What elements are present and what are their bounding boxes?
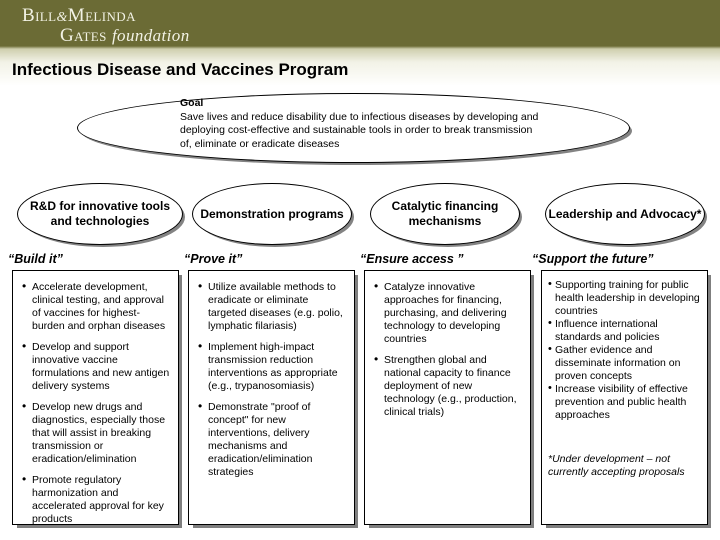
bullet-list-demonstration (189, 271, 354, 479)
pillar-oval-catalytic-financing[interactable] (370, 183, 520, 245)
pillar-oval-rd-label: R&D for innovative tools and technologies (29, 199, 170, 228)
list-item: • Influence international standards and policies (548, 318, 702, 344)
pillar-quote-ensure-access: “Ensure access ” (360, 252, 464, 266)
bullet-list-leadership-advocacy (542, 271, 707, 422)
list-item: • Supporting training for public health leadership in developing countries (548, 279, 702, 318)
logo-melinda-text: Melinda (67, 5, 136, 26)
list-item: • Catalyze innovative approaches for financing, purchasing, and delivering technology to developing countries (373, 281, 524, 346)
pillar-oval-catalytic-financing-label: Catalytic financing mechanisms (391, 199, 499, 228)
list-item: • Gather evidence and disseminate information on proven concepts (548, 344, 702, 383)
list-item: • Develop and support innovative vaccine formulations and new antigen delivery systems (21, 341, 172, 393)
logo-line-two (22, 26, 190, 46)
logo-bill-text: Bill (22, 5, 57, 26)
page-title: Infectious Disease and Vaccines Program (12, 60, 349, 79)
pillar-oval-rd[interactable] (17, 183, 183, 245)
pillar-quote-build-it: “Build it” (8, 252, 63, 266)
gates-foundation-logo (22, 6, 190, 46)
pillar-oval-demonstration[interactable] (192, 183, 352, 245)
pillar-box-demonstration (188, 270, 355, 525)
list-item: • Implement high-impact transmission reduction interventions as appropriate (e.g., trypanosomiasis) (197, 341, 348, 393)
pillar-quote-prove-it: “Prove it” (184, 252, 243, 266)
logo-foundation-text: foundation (111, 25, 190, 45)
goal-label: Goal (180, 97, 204, 109)
pillar-box-catalytic-financing (364, 270, 531, 525)
list-item: • Accelerate development, clinical testing, and approval of vaccines for highest-burden and orphan diseases (21, 281, 172, 333)
pillar-quote-support-the-future: “Support the future” (532, 252, 654, 266)
logo-line-one (22, 6, 190, 26)
logo-gates-text: Gates (60, 24, 107, 46)
pillar-box-rd (12, 270, 179, 525)
list-item: • Increase visibility of effective prevention and public health approaches (548, 383, 702, 422)
pillar-oval-leadership-advocacy-label: Leadership and Advocacy* (548, 206, 702, 221)
list-item: • Demonstrate "proof of concept" for new interventions, delivery mechanisms and eradication/elimination strategies (197, 401, 348, 479)
goal-text-block (180, 97, 540, 151)
logo-ampersand: & (56, 10, 68, 25)
list-item: • Utilize available methods to eradicate or eliminate targeted diseases (e.g. polio, lymphatic filariasis) (197, 281, 348, 333)
pillar-oval-demonstration-label: Demonstration programs (200, 206, 344, 221)
list-item: • Promote regulatory harmonization and accelerated approval for key products (21, 474, 172, 525)
bullet-list-rd (13, 271, 178, 525)
bullet-list-catalytic-financing (365, 271, 530, 419)
pillar-box-leadership-advocacy (541, 270, 708, 525)
list-item: • Develop new drugs and diagnostics, especially those that will assist in breaking transmission or eradication/elimination (21, 401, 172, 466)
pillar-oval-leadership-advocacy[interactable] (545, 183, 705, 245)
goal-statement: Save lives and reduce disability due to infectious diseases by developing and deploying cost-effective and sustainable tools in order to break transmission of, eliminate or eradicate diseases (180, 110, 539, 150)
advocacy-footnote: *Under development – not currently accepting proposals (548, 453, 685, 478)
list-item: • Strengthen global and national capacity to finance deployment of new technology (e.g., production, clinical trials) (373, 354, 524, 419)
